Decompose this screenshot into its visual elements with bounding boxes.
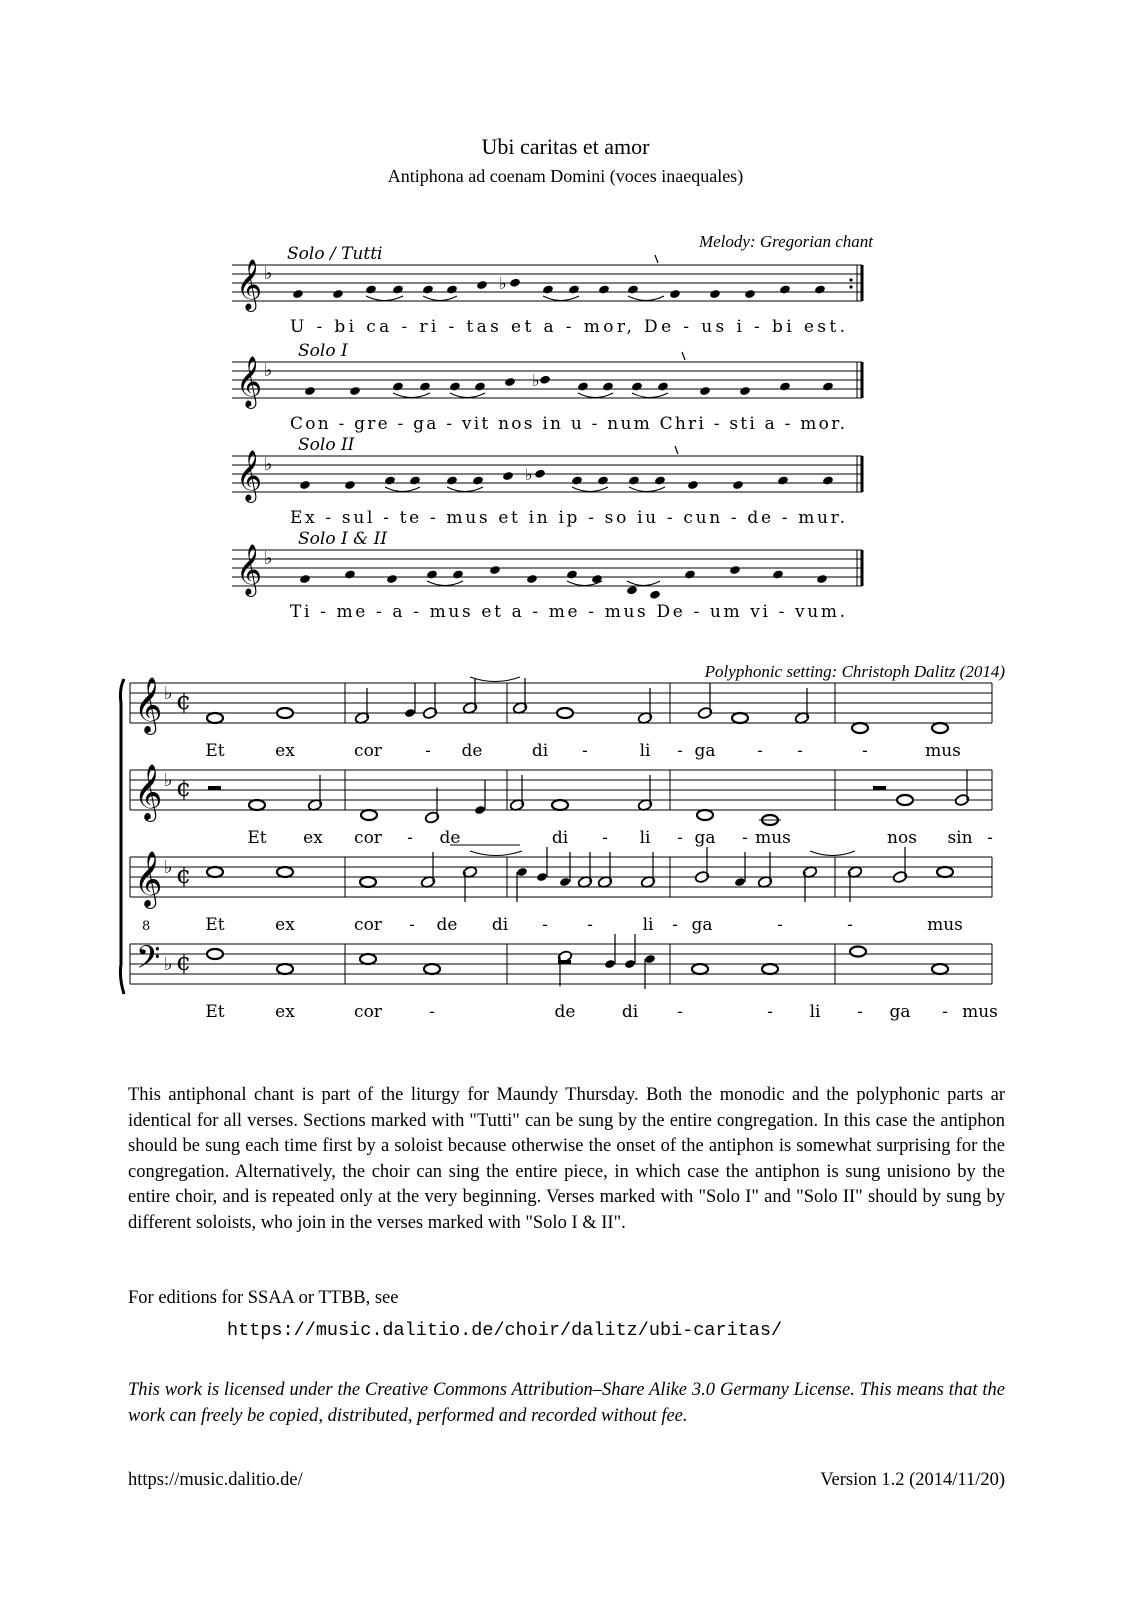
voice-note (277, 964, 293, 974)
voice-note (932, 723, 948, 733)
half-rest (208, 786, 221, 790)
voice-lyric: ex (275, 741, 295, 761)
page-title: Ubi caritas et amor (481, 134, 650, 159)
chant-note (598, 284, 610, 294)
flat-icon: ♭ (264, 548, 273, 569)
chant-note (542, 284, 554, 294)
voice-note (932, 964, 948, 974)
chant-note (669, 289, 681, 299)
chant-note (392, 284, 404, 294)
voice-lyric: ex (275, 915, 295, 935)
treble-clef-icon: 𝄞 (236, 450, 263, 501)
voice-note (207, 867, 223, 877)
chant-note (292, 289, 304, 299)
chant-note (779, 284, 791, 294)
voice-lyric: ex (275, 1002, 295, 1022)
voice-lyric: - (757, 741, 763, 761)
voice-note (557, 708, 573, 718)
voice-lyric: Et (205, 1002, 225, 1022)
system-bracket (120, 679, 124, 994)
voice-lyric: li (642, 915, 654, 935)
chant-note (419, 381, 431, 391)
chant-note (446, 475, 458, 485)
editions-note: For editions for SSAA or TTBB, see (128, 1288, 399, 1308)
chant-note (526, 574, 538, 584)
voice-lyric: Et (247, 828, 267, 848)
voice-lyric: - (672, 915, 678, 935)
breath-mark (675, 446, 678, 454)
slur (385, 487, 420, 492)
chant-note (777, 475, 789, 485)
chant-note (446, 284, 458, 294)
chant-note (332, 289, 344, 299)
voice-lyric: - (797, 741, 803, 761)
voice-lyric: - (582, 741, 588, 761)
slur (543, 296, 579, 301)
voice-lyric: - (407, 828, 413, 848)
voice-lyric: cor (354, 915, 382, 935)
chant-note (365, 284, 377, 294)
chant-note (489, 565, 501, 575)
voice-lyric: - (677, 1002, 683, 1022)
chant-note (779, 381, 791, 391)
voice-note (732, 713, 748, 723)
chant-note (304, 386, 316, 396)
slur (578, 393, 613, 398)
cut-time-icon: ¢ (176, 948, 192, 976)
voice-lyric: Et (205, 741, 225, 761)
slur (629, 487, 665, 492)
voice-note (734, 877, 746, 887)
flat-icon: ♭ (164, 683, 173, 704)
chant-note (509, 278, 521, 288)
bass-clef-icon: 𝄢 (136, 939, 161, 983)
chant-label: Solo / Tutti (287, 244, 383, 264)
cut-time-icon: ¢ (176, 687, 192, 715)
flat-icon: ♭ (499, 273, 507, 293)
slur (366, 296, 403, 301)
slur (447, 487, 483, 492)
chant-note (504, 377, 516, 387)
voice-lyric: ga (694, 741, 716, 761)
voice-note (852, 723, 868, 733)
chant-note (299, 574, 311, 584)
voice-lyric: de (461, 741, 483, 761)
treble-clef-icon: 𝄞 (134, 764, 163, 820)
license-note: This work is licensed under the Creative Commons Attribution–Share Alike 3.0 Germany License. This means that the work can freely be copied, distributed, performed and recorded without fee. (128, 1380, 1005, 1426)
voice-lyric: ex (303, 828, 323, 848)
flat-icon: ♭ (264, 263, 273, 284)
voice-lyric: di (491, 915, 509, 935)
chant-note (729, 565, 741, 575)
repeat-dot (849, 278, 852, 281)
voice-lyric: - (677, 828, 683, 848)
chant-note (539, 375, 551, 385)
voice-lyric: Et (205, 915, 225, 935)
voice-lyric: - (742, 828, 748, 848)
chant-note (344, 480, 356, 490)
voice-lyric: mus (755, 828, 791, 848)
voice-lyric: mus (927, 915, 963, 935)
chant-note (476, 280, 488, 290)
voice-note (604, 959, 616, 969)
chant-note (649, 590, 661, 600)
chant-lyrics: Con - gre - ga - vit nos in u - num Chri - sti a - mor. (290, 414, 846, 434)
voice-note (937, 867, 953, 877)
chant-note (449, 381, 461, 391)
voice-lyric: - (847, 915, 853, 935)
breath-mark (682, 352, 685, 360)
voice-note (644, 954, 656, 964)
chant-note (626, 585, 638, 595)
chant-note (739, 386, 751, 396)
voice-lyric: - (587, 915, 593, 935)
polyphonic-credit: Polyphonic setting: Christoph Dalitz (2014) (704, 662, 1005, 681)
voice-note (624, 959, 636, 969)
chant-note (422, 284, 434, 294)
chant-note (627, 284, 639, 294)
voice-note (516, 867, 528, 877)
chant-note (502, 471, 514, 481)
breath-mark (655, 255, 658, 263)
chant-note (472, 475, 484, 485)
voice-lyric: ga (889, 1002, 911, 1022)
chant-label: Solo I (298, 341, 348, 361)
voice-note (277, 867, 293, 877)
slur (427, 581, 463, 586)
chant-note (699, 386, 711, 396)
slur (627, 581, 660, 586)
voice-lyric: li (639, 828, 651, 848)
voice-note (404, 708, 416, 718)
voice-lyric: cor (354, 741, 382, 761)
voice-lyric: de (554, 1002, 576, 1022)
voice-note (277, 708, 293, 718)
chant-note (299, 480, 311, 490)
chant-label: Solo II (298, 435, 355, 455)
chant-note (654, 475, 666, 485)
chant-note (384, 475, 396, 485)
voice-note (552, 800, 568, 810)
treble-clef-icon: 𝄞 (134, 851, 163, 907)
cut-time-icon: ¢ (176, 774, 192, 802)
slur (632, 393, 668, 398)
voice-note (361, 810, 377, 820)
chant-lyrics: Ti - me - a - mus et a - me - mus De - um vi - vum. (290, 602, 845, 622)
chant-label: Solo I & II (298, 529, 388, 549)
flat-icon: ♭ (264, 360, 273, 381)
chant-note (452, 569, 464, 579)
chant-note (657, 381, 669, 391)
voice-lyric: - (542, 915, 548, 935)
treble-clef-icon: 𝄞 (134, 677, 163, 733)
voice-note (692, 964, 708, 974)
voice-lyric: - (987, 828, 993, 848)
tie (470, 677, 520, 682)
description-paragraph: This antiphonal chant is part of the liturgy for Maundy Thursday. Both the monodic and the polyphonic parts ar identical for all verses. Sections marked with "Tutti" can be sung by the entire congregation. In this case the antiphon should be sung each time first by a soloist because otherwise the onset of the antiphon is somewhat surprising for the congregation. Alternatively, the choir can sing the entire piece, in which case the antiphon is sung unisiono by the entire choir, and is repeated only at the very beginning. Verses marked with "Solo I" and "Solo II" should by sung by different soloists, who join in the verses marked with "Solo I & II". (128, 1085, 1005, 1233)
chant-note (772, 569, 784, 579)
chant-note (631, 381, 643, 391)
voice-lyric: sin (947, 828, 973, 848)
voice-note (474, 805, 486, 815)
voice-lyric: ga (694, 828, 716, 848)
voice-lyric: - (602, 828, 608, 848)
voice-lyric: de (436, 915, 458, 935)
flat-icon: ♭ (532, 370, 540, 390)
chant-note (709, 289, 721, 299)
slur (628, 296, 664, 301)
half-rest (558, 960, 571, 964)
chant-note (684, 569, 696, 579)
chant-note (628, 475, 640, 485)
chant-note (577, 381, 589, 391)
chant-note (344, 569, 356, 579)
chant-note (392, 381, 404, 391)
voice-lyric: - (409, 915, 415, 935)
voice-lyric: di (551, 828, 569, 848)
chant-note (822, 381, 834, 391)
voice-lyric: - (677, 741, 683, 761)
octave-mark: 8 (142, 919, 151, 934)
melody-credit: Melody: Gregorian chant (698, 232, 873, 251)
chant-note (349, 386, 361, 396)
voice-lyric: - (942, 1002, 948, 1022)
voice-note (360, 877, 376, 887)
chant-note (568, 284, 580, 294)
tie (810, 851, 855, 856)
tie (470, 851, 522, 856)
chant-note (474, 381, 486, 391)
half-rest (873, 786, 886, 790)
chant-lyrics: Ex - sul - te - mus et in ip - so iu - cun - de - mur. (290, 508, 845, 528)
slur (450, 393, 485, 398)
flat-icon: ♭ (164, 954, 173, 975)
voice-lyric: - (425, 741, 431, 761)
voice-lyric: cor (354, 1002, 382, 1022)
voice-lyric: di (531, 741, 549, 761)
chant-note (426, 569, 438, 579)
voice-note (559, 877, 571, 887)
voice-note (424, 964, 440, 974)
treble-clef-icon: 𝄞 (236, 356, 263, 407)
voice-lyric: - (767, 1002, 773, 1022)
footer-url[interactable]: https://music.dalitio.de/ (128, 1470, 303, 1490)
chant-note (591, 574, 603, 584)
chant-note (386, 574, 398, 584)
voice-note (697, 810, 713, 820)
chant-note (534, 469, 546, 479)
voice-note (207, 949, 223, 959)
voice-lyric: cor (354, 828, 382, 848)
voice-lyric: nos (887, 828, 917, 848)
chant-note (566, 569, 578, 579)
voice-note (249, 800, 265, 810)
cut-time-icon: ¢ (176, 861, 192, 889)
chant-note (744, 289, 756, 299)
chant-note (816, 574, 828, 584)
chant-note (602, 381, 614, 391)
voice-lyric: li (639, 741, 651, 761)
chant-note (597, 475, 609, 485)
flat-icon: ♭ (264, 454, 273, 475)
flat-icon: ♭ (164, 857, 173, 878)
voice-lyric: mus (962, 1002, 998, 1022)
voice-lyric: - (429, 1002, 435, 1022)
voice-lyric: li (809, 1002, 821, 1022)
slur (572, 487, 608, 492)
footer-version: Version 1.2 (2014/11/20) (820, 1470, 1005, 1490)
slur (423, 296, 457, 301)
chant-note (687, 480, 699, 490)
voice-note (850, 947, 866, 957)
voice-lyric: ga (691, 915, 713, 935)
voice-lyric: de (439, 828, 461, 848)
slur (393, 393, 430, 398)
voice-lyric: - (862, 741, 868, 761)
voice-note (762, 964, 778, 974)
chant-lyrics: U - bi ca - ri - tas et a - mor, De - us i - bi est. (290, 317, 845, 337)
treble-clef-icon: 𝄞 (236, 544, 263, 595)
voice-note (360, 954, 376, 964)
chant-note (822, 475, 834, 485)
voice-lyric: mus (925, 741, 961, 761)
voice-note (207, 713, 223, 723)
chant-note (814, 284, 826, 294)
chant-note (732, 480, 744, 490)
flat-icon: ♭ (164, 770, 173, 791)
repeat-dot (849, 285, 852, 288)
page-subtitle: Antiphona ad coenam Domini (voces inaequales) (387, 166, 744, 186)
voice-note (536, 872, 548, 882)
voice-lyric: di (621, 1002, 639, 1022)
chant-note (571, 475, 583, 485)
voice-lyric: - (857, 1002, 863, 1022)
chant-note (409, 475, 421, 485)
flat-icon: ♭ (525, 464, 533, 484)
voice-note (897, 795, 913, 805)
treble-clef-icon: 𝄞 (236, 259, 263, 310)
editions-link[interactable]: https://music.dalitio.de/choir/dalitz/ubi-caritas/ (227, 1320, 783, 1341)
voice-lyric: - (777, 915, 783, 935)
